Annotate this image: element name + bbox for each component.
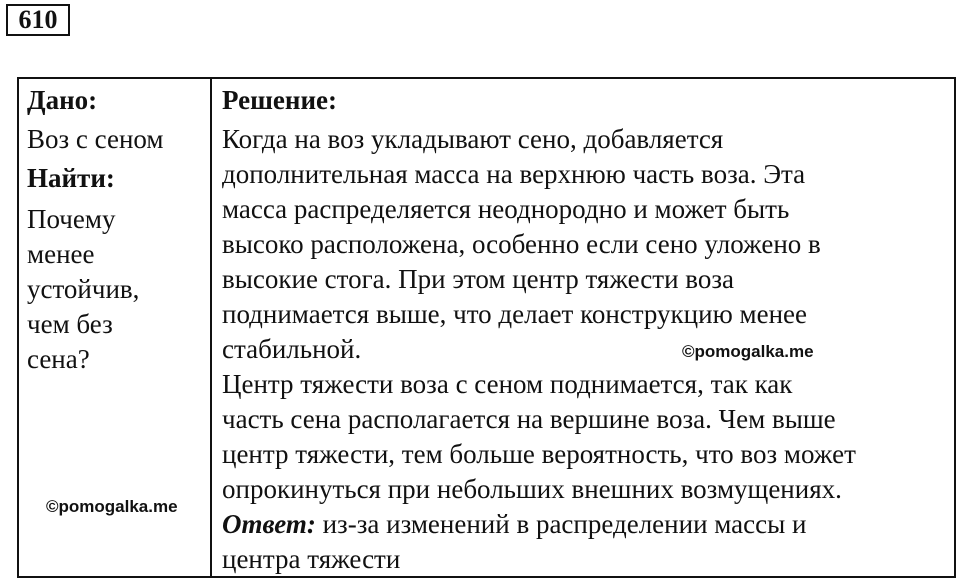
find-line: Почему (27, 204, 116, 234)
find-question (27, 202, 177, 377)
solution-line: высокие стога. При этом центр тяжести воза (222, 264, 734, 294)
task-number: 610 (6, 4, 70, 36)
solution-line: масса распределяется неоднородно и может быть (222, 194, 790, 224)
find-line: чем без (27, 309, 113, 339)
find-line: менее (27, 239, 95, 269)
solution-line: центр тяжести, тем больше вероятность, что воз может (222, 439, 856, 469)
find-header: Найти: (27, 163, 115, 193)
given-find-column (27, 83, 205, 377)
find-line: устойчив, (27, 274, 140, 304)
answer-label: Ответ: (222, 509, 316, 539)
watermark-right: ©pomogalka.me (682, 342, 814, 361)
answer-text: из-за изменений в распределении массы и (315, 509, 807, 539)
solution-line: стабильной. (222, 334, 362, 364)
solution-line: часть сена располагается на вершине воза. Чем выше (222, 404, 836, 434)
watermark-left: ©pomogalka.me (46, 497, 178, 516)
solution-line: опрокинуться при небольших внешних возмущениях. (222, 474, 842, 504)
answer-line (222, 507, 950, 542)
solution-paragraph-2 (222, 367, 950, 507)
solution-header: Решение: (222, 85, 337, 115)
solution-column (222, 83, 950, 577)
given-header: Дано: (27, 85, 98, 115)
solution-line: высоко расположена, особенно если сено уложено в (222, 229, 821, 259)
solution-line: дополнительная масса на верхнюю часть воза. Эта (222, 159, 806, 189)
column-divider (210, 79, 212, 576)
given-text: Воз с сеном (27, 124, 164, 154)
solution-line: Центр тяжести воза с сеном поднимается, так как (222, 369, 793, 399)
solution-line: поднимается выше, что делает конструкцию менее (222, 299, 807, 329)
solution-paragraph-1 (222, 122, 950, 367)
find-line: сена? (27, 344, 90, 374)
answer-line-2: центра тяжести (222, 544, 401, 574)
solution-line: Когда на воз укладывают сено, добавляется (222, 124, 724, 154)
